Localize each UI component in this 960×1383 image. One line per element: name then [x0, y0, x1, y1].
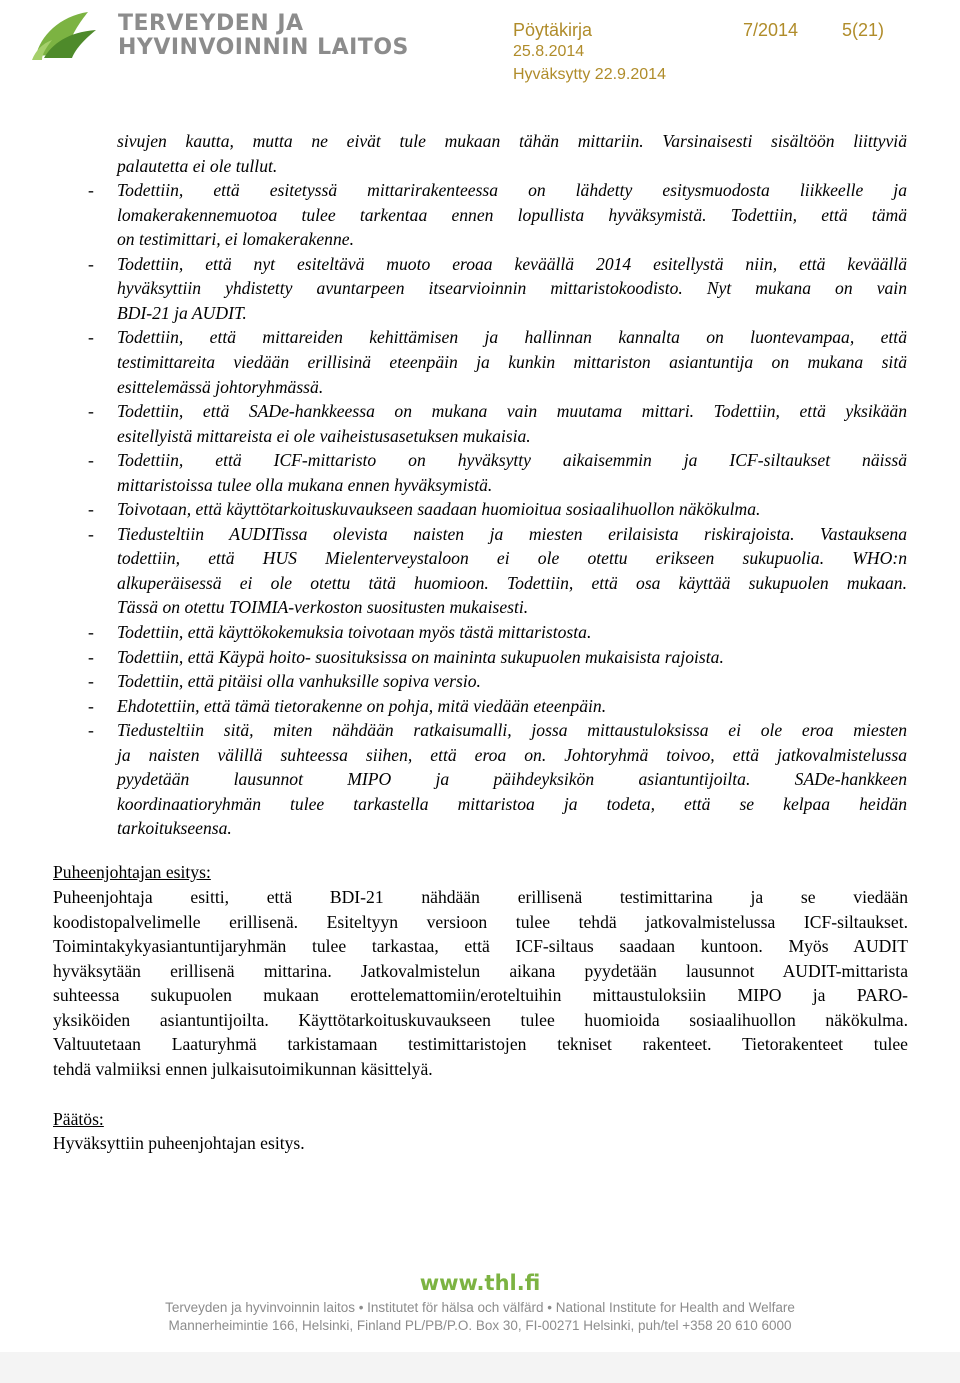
- chair-proposal-heading: Puheenjohtajan esitys:: [53, 862, 211, 882]
- discussion-line: todettiin, että HUS Mielenterveystaloon ei ole otettu erikseen sukupuolia. WHO:n: [117, 548, 907, 568]
- discussion-line: sivujen kautta, mutta ne eivät tule mukaan tähän mittariin. Varsinaisesti sisältöön liittyviä: [117, 131, 907, 151]
- discussion-line: alkuperäisessä ei ole otettu tätä huomioon. Todettiin, että osa käyttää sukupuolen mukaan.: [117, 573, 907, 593]
- discussion-line: Ehdotettiin, että tämä tietorakenne on pohja, mitä viedään eteenpäin.: [117, 696, 607, 716]
- bullet-dash: -: [88, 524, 94, 544]
- discussion-line: Todettiin, että SADe-hankkeessa on mukana vain muutama mittari. Todettiin, että yksikään: [117, 401, 907, 421]
- discussion-line: Todettiin, että ICF-mittaristo on hyväksytty aikaisemmin ja ICF-siltaukset näissä: [117, 450, 907, 470]
- discussion-line: esittelemässä johtoryhmässä.: [117, 377, 324, 397]
- org-name-line2: HYVINVOINNIN LAITOS: [118, 35, 409, 60]
- bullet-dash: -: [88, 696, 94, 716]
- bottom-bar: [0, 1352, 960, 1383]
- discussion-line: tarkoitukseensa.: [117, 818, 232, 838]
- discussion-line: Todettiin, että Käypä hoito- suosituksissa on maininta sukupuolen mukaisista rajoista.: [117, 647, 724, 667]
- footer-url[interactable]: www.thl.fi: [419, 1271, 541, 1295]
- discussion-line: BDI-21 ja AUDIT.: [117, 303, 247, 323]
- discussion-line: mittaristoissa tulee olla mukana ennen hyväksymistä.: [117, 475, 493, 495]
- page-number: 5(21): [842, 20, 885, 40]
- discussion-line: Toivotaan, että käyttötarkoituskuvaukseen saadaan huomioitua sosiaalihuollon näkökulma.: [117, 499, 761, 519]
- bullet-dash: -: [88, 401, 94, 421]
- discussion-line: Todettiin, että käyttökokemuksia toivotaan myös tästä mittaristosta.: [117, 622, 592, 642]
- chair-proposal-line: hyväksytään erillisenä mittarina. Jatkovalmistelun aikana pyydetään lausunnot AUDIT-mittarista: [53, 961, 908, 981]
- discussion-line: esitellyistä mittareista ei ole vaiheistusasetuksen mukaisia.: [117, 426, 531, 446]
- footer-institute: Terveyden ja hyvinvoinnin laitos • Institutet för hälsa och välfärd • National Institute for Health and Welfare: [165, 1300, 795, 1315]
- footer-address: Mannerheimintie 166, Helsinki, Finland PL/PB/P.O. Box 30, FI-00271 Helsinki, puh/tel +358 20 610 6000: [168, 1318, 792, 1333]
- bullet-dash: -: [88, 499, 94, 519]
- org-name-line1: TERVEYDEN JA: [118, 11, 304, 36]
- chair-proposal-line: Toimintakykyasiantuntijaryhmän tulee tarkastaa, että ICF-siltaus saadaan kuntoon. Myös AUDIT: [53, 936, 908, 956]
- discussion-line: palautetta ei ole tullut.: [117, 156, 278, 176]
- discussion-line: pyydetään lausunnot MIPO ja päihdeyksikön asiantuntijoilta. SADe-hankkeen: [117, 769, 907, 789]
- chair-proposal-line: Valtuutetaan Laaturyhmä tarkistamaan testimittaristojen tekniset rakenteet. Tietorakenteet tulee: [53, 1034, 908, 1054]
- discussion-line: Todettiin, että esitetyssä mittarirakenteessa on lähdetty esitysmuodosta liikkeelle ja: [117, 180, 907, 200]
- meeting-date: 25.8.2014: [513, 43, 585, 60]
- chair-proposal-line: koodistopalvelimelle erillisenä. Esiteltyyn versioon tulee tehdä jatkovalmistelussa ICF-siltaukset.: [53, 912, 908, 932]
- chair-proposal-line: yksiköiden asiantuntijoilta. Käyttötarkoituskuvaukseen tulee huomioida sosiaalihuollon näkökulma.: [53, 1010, 908, 1030]
- discussion-line: Tässä on otettu TOIMIA-verkoston suositusten mukaisesti.: [117, 597, 529, 617]
- chair-proposal-line: suhteessa sukupuolen mukaan erottelemattomiin/eroteltuihin mittaustuloksiin MIPO ja PARO-: [53, 985, 908, 1005]
- discussion-line: testimittareita viedään erillisinä eteenpäin ja kunkin mittariston asiantuntija on mukana sitä: [117, 352, 907, 372]
- bullet-dash: -: [88, 622, 94, 642]
- discussion-line: Tiedusteltiin AUDITissa olevista naisten ja miesten erilaisista riskirajoista. Vastauksena: [117, 524, 907, 544]
- bullet-dash: -: [88, 647, 94, 667]
- chair-proposal-line: tehdä valmiiksi ennen julkaisutoimikunnan käsittelyä.: [53, 1059, 433, 1079]
- thl-logo-icon: [30, 6, 102, 62]
- discussion-line: Todettiin, että pitäisi olla vanhuksille sopiva versio.: [117, 671, 481, 691]
- discussion-line: lomakerakennemuotoa tulee tarkentaa ennen lopullista hyväksymistä. Todettiin, että tämä: [117, 205, 907, 225]
- bullet-dash: -: [88, 720, 94, 740]
- page-header: [0, 0, 960, 83]
- bullet-dash: -: [88, 671, 94, 691]
- document-number: 7/2014: [743, 20, 799, 40]
- discussion-line: Todettiin, että mittareiden kehittämisen ja hallinnan kannalta on luontevampaa, että: [117, 327, 907, 347]
- approval-date: Hyväksytty 22.9.2014: [513, 66, 666, 83]
- discussion-line: koordinaatioryhmän tulee tarkastella mittaristoa ja todeta, että se kelpaa heidän: [117, 794, 907, 814]
- discussion-line: on testimittari, ei lomakerakenne.: [117, 229, 354, 249]
- bullet-dash: -: [88, 254, 94, 274]
- discussion-line: Tiedusteltiin sitä, miten nähdään ratkaisumalli, jossa mittaustuloksissa ei ole eroa miesten: [117, 720, 907, 740]
- decision-heading: Päätös:: [53, 1109, 104, 1129]
- chair-proposal-line: Puheenjohtaja esitti, että BDI-21 nähdään erillisenä testimittarina ja se viedään: [53, 887, 908, 907]
- discussion-line: ja naisten välillä suhteessa siihen, että eroa on. Johtoryhmä toivoo, että jatkovalmistelussa: [117, 745, 907, 765]
- discussion-line: hyväksyttiin yhdistetty avuntarpeen itsearvioinnin mittaristokoodisto. Nyt mukana on vain: [117, 278, 907, 298]
- decision-text: Hyväksyttiin puheenjohtajan esitys.: [53, 1133, 305, 1153]
- bullet-dash: -: [88, 450, 94, 470]
- bullet-dash: -: [88, 180, 94, 200]
- document-type: Pöytäkirja: [513, 20, 593, 40]
- bullet-dash: -: [88, 327, 94, 347]
- discussion-line: Todettiin, että nyt esiteltävä muoto eroaa keväällä 2014 esitellystä niin, että keväällä: [117, 254, 907, 274]
